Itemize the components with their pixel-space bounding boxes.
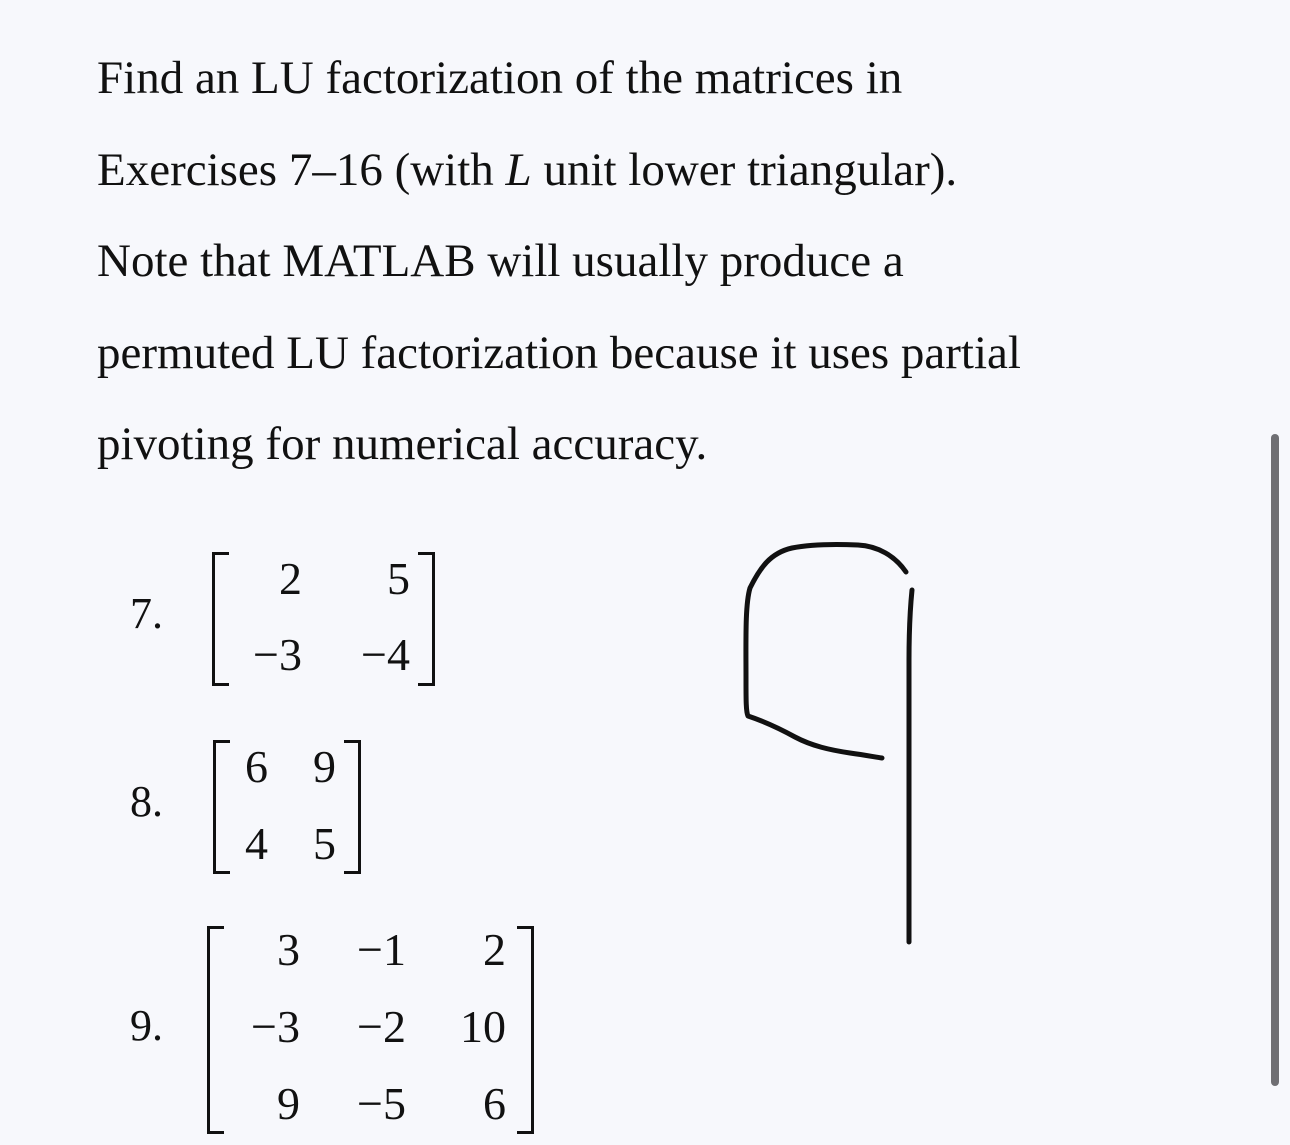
matrix-cell: 2 <box>483 924 506 975</box>
matrix-cell: 3 <box>277 924 300 975</box>
exercise-number: 9. <box>130 1001 163 1050</box>
matrix-cell: 9 <box>277 1078 300 1129</box>
exercise-number: 7. <box>130 589 163 638</box>
matrix-cell: 6 <box>245 741 268 792</box>
matrix-cell: −3 <box>251 1001 300 1052</box>
matrix-cell: 5 <box>313 818 336 869</box>
matrix-cell: 10 <box>460 1001 506 1052</box>
matrix-cell: −3 <box>253 629 302 680</box>
matrix-cell: −2 <box>357 1001 406 1052</box>
variable-l: L <box>505 143 532 196</box>
matrix-cell: 6 <box>483 1078 506 1129</box>
instructions-line-2-start: Exercises 7–16 (with <box>97 143 506 196</box>
matrix-cell: −4 <box>361 629 410 680</box>
instructions-line-3: Note that MATLAB will usually produce a <box>97 235 904 287</box>
instructions-line-1: Find an LU factorization of the matrices in <box>97 52 903 104</box>
instructions-line-5: pivoting for numerical accuracy. <box>97 418 708 470</box>
exercise-number: 8. <box>130 777 163 826</box>
matrix-cell: 5 <box>387 553 410 604</box>
instructions-line-4: permuted LU factorization because it uses partial <box>97 326 1021 379</box>
matrix-cell: 2 <box>279 553 302 604</box>
matrix-cell: −5 <box>357 1078 406 1129</box>
matrix-cell: −1 <box>357 924 406 975</box>
matrix-cell: 9 <box>313 741 336 792</box>
instructions-line-2-end: unit lower triangular). <box>531 143 958 196</box>
vertical-scrollbar[interactable] <box>1271 434 1279 1086</box>
matrix-cell: 4 <box>245 818 268 869</box>
